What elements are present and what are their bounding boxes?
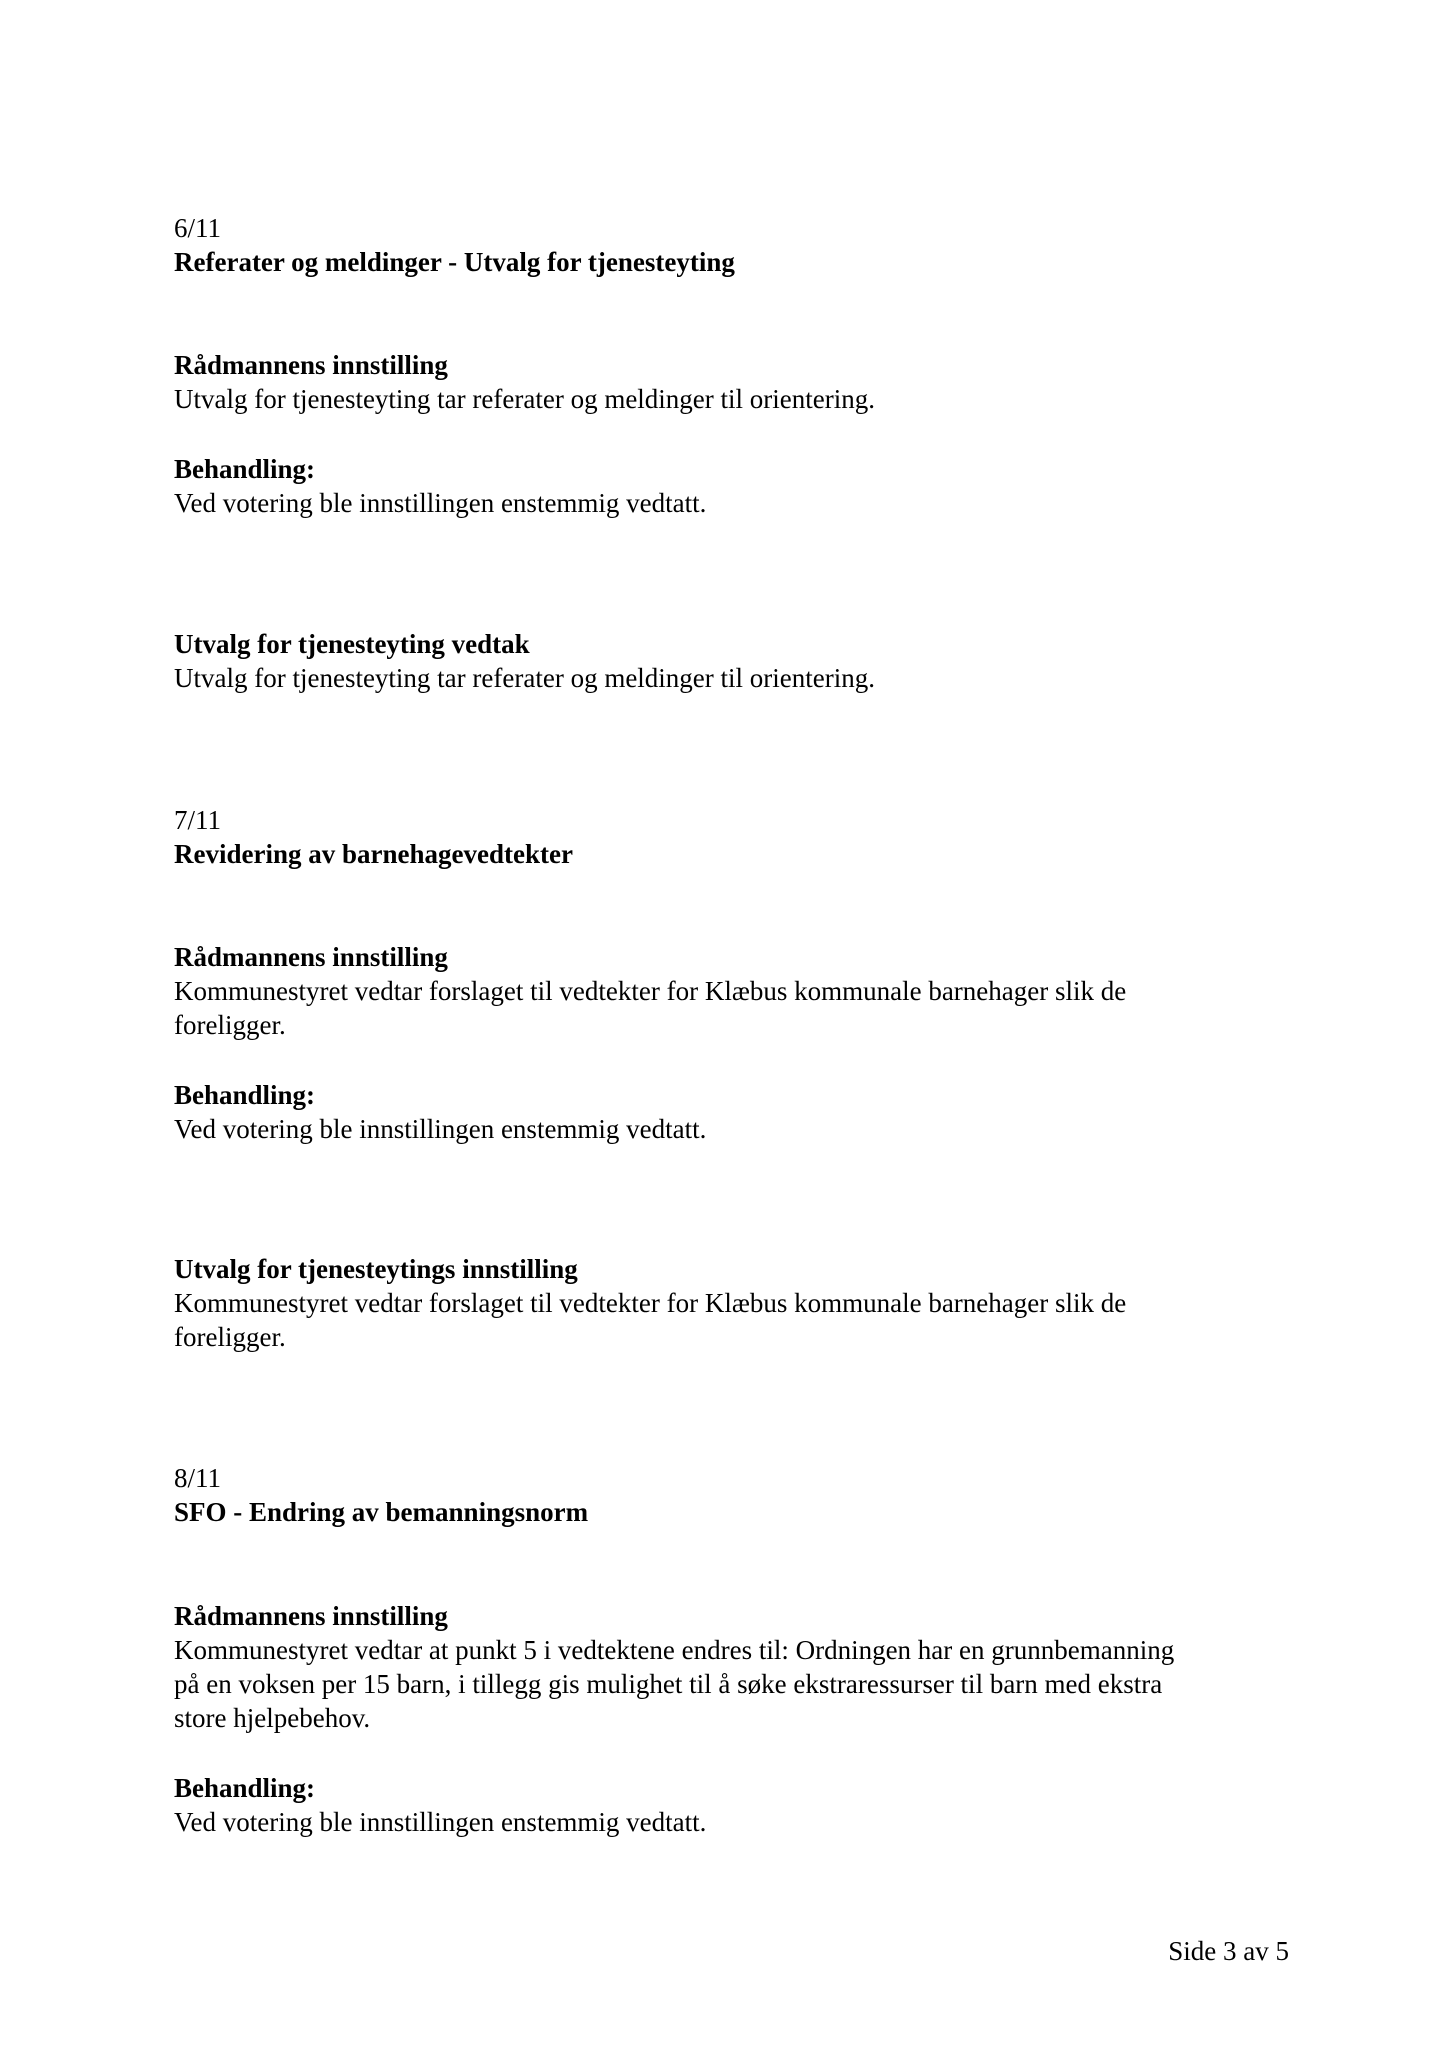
recommendation-block: [174, 940, 1294, 1042]
case-title: [174, 837, 1294, 871]
block-text-line: på en voksen per 15 barn, i tillegg gis mulighet til å søke ekstraressurser til barn med ekstra: [174, 1669, 1163, 1699]
case-title: [174, 1495, 1294, 1529]
block-text-line: Utvalg for tjenesteyting tar referater og meldinger til orientering.: [174, 663, 875, 693]
block-text-line: Ved votering ble innstillingen enstemmig vedtatt.: [174, 488, 707, 518]
block-heading: Rådmannens innstilling: [174, 942, 448, 972]
block-heading: Utvalg for tjenesteyting vedtak: [174, 629, 530, 659]
case-number: [174, 211, 1294, 245]
case-title: [174, 245, 1294, 279]
block-heading: Behandling:: [174, 1773, 316, 1803]
block-heading: Rådmannens innstilling: [174, 350, 448, 380]
block-text-line: Kommunestyret vedtar forslaget til vedtekter for Klæbus kommunale barnehager slik de: [174, 976, 1127, 1006]
case-number: [174, 803, 1294, 837]
block-text-line: Kommunestyret vedtar at punkt 5 i vedtektene endres til: Ordningen har en grunnbemanning: [174, 1635, 1175, 1665]
block-text-line: foreligger.: [174, 1322, 286, 1352]
block-heading: Behandling:: [174, 1080, 316, 1110]
decision-block: [174, 627, 1294, 695]
proceedings-block: [174, 1078, 1294, 1146]
case-number-text: 7/11: [174, 805, 221, 835]
block-text-line: foreligger.: [174, 1010, 286, 1040]
recommendation-block: [174, 348, 1294, 416]
case-title-text: Revidering av barnehagevedtekter: [174, 839, 573, 869]
case-title-text: Referater og meldinger - Utvalg for tjenesteyting: [174, 247, 735, 277]
block-text-line: Utvalg for tjenesteyting tar referater og meldinger til orientering.: [174, 384, 875, 414]
block-heading: Rådmannens innstilling: [174, 1601, 448, 1631]
block-heading: Utvalg for tjenesteytings innstilling: [174, 1254, 578, 1284]
proceedings-block: [174, 452, 1294, 520]
case-number-text: 6/11: [174, 213, 221, 243]
case-title-text: SFO - Endring av bemanningsnorm: [174, 1497, 589, 1527]
page-number: Side 3 av 5: [1168, 1936, 1289, 1966]
committee-recommendation-block: [174, 1252, 1294, 1354]
proceedings-block: [174, 1771, 1294, 1839]
block-text-line: Kommunestyret vedtar forslaget til vedtekter for Klæbus kommunale barnehager slik de: [174, 1288, 1127, 1318]
block-text-line: store hjelpebehov.: [174, 1703, 371, 1733]
block-heading: Behandling:: [174, 454, 316, 484]
block-text-line: Ved votering ble innstillingen enstemmig vedtatt.: [174, 1807, 707, 1837]
recommendation-block: [174, 1599, 1294, 1735]
block-text-line: Ved votering ble innstillingen enstemmig vedtatt.: [174, 1114, 707, 1144]
case-number: [174, 1461, 1294, 1495]
case-number-text: 8/11: [174, 1463, 221, 1493]
